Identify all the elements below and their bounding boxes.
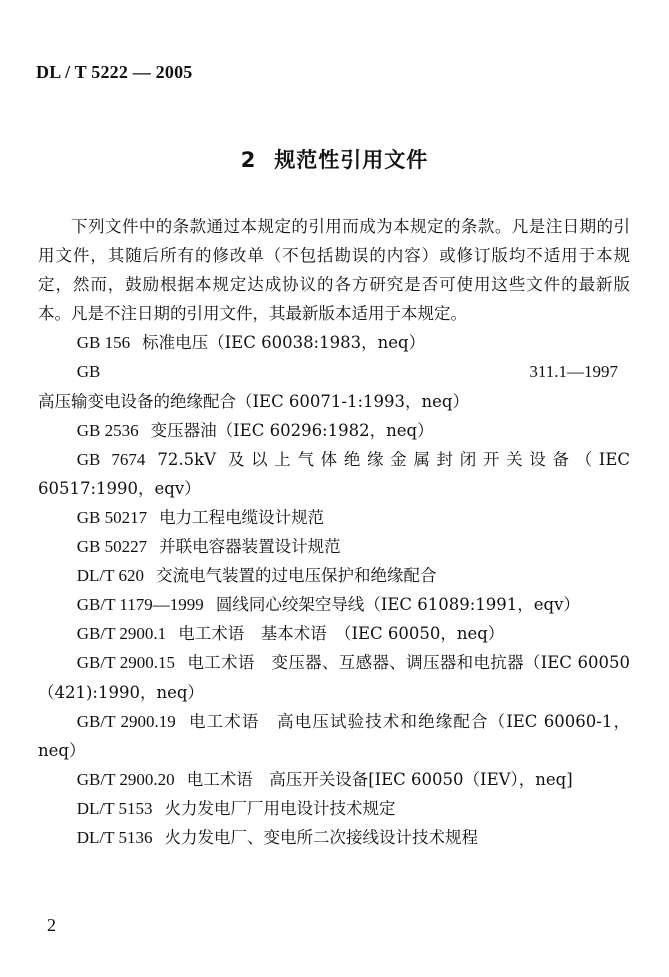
reference-title: 电工术语 高电压试验技术和绝缘配合（IEC 60060-1，neq） [38, 711, 630, 760]
reference-item [38, 765, 630, 794]
reference-code: GB 156 [76, 333, 131, 353]
reference-code: GB/T 2900.20 [76, 769, 175, 789]
reference-title: 电力工程电缆设计规范 [159, 507, 325, 527]
reference-item [38, 445, 630, 503]
section-number: 2 [240, 148, 257, 172]
reference-code: GB 2536 [76, 420, 139, 440]
reference-item [38, 648, 630, 706]
page-number: 2 [47, 915, 56, 935]
reference-item [38, 561, 630, 590]
reference-title: 电工术语 变压器、互感器、调压器和电抗器（IEC 60050（421):1990，neq） [38, 653, 630, 702]
reference-code: GB 7674 [76, 449, 146, 469]
reference-item [38, 823, 630, 852]
standard-code-header: DL / T 5222 — 2005 [36, 62, 193, 82]
document-body [38, 212, 630, 852]
reference-code: GB 50227 [76, 537, 148, 557]
reference-title: 火力发电厂、变电所二次接线设计技术规程 [164, 827, 478, 847]
reference-title: 电工术语 高压开关设备[IEC 60050（IEV），neq] [186, 769, 573, 789]
reference-title: 并联电容器装置设计规范 [159, 537, 341, 557]
reference-item [38, 416, 630, 445]
reference-code: GB 311.1—1997 [76, 362, 618, 382]
reference-title: 火力发电厂厂用电设计技术规定 [164, 798, 396, 818]
reference-code: GB 50217 [76, 507, 148, 527]
reference-title: 电工术语 基本术语 （IEC 60050，neq） [178, 624, 505, 644]
reference-item [38, 357, 630, 415]
reference-title: 圆线同心绞架空导线（IEC 61089:1991，eqv） [215, 595, 580, 615]
reference-code: DL/T 5136 [76, 827, 153, 847]
reference-title: 72.5kV 及以上气体绝缘金属封闭开关设备（IEC 60517:1990，eqv） [38, 449, 630, 498]
reference-item [38, 328, 630, 357]
reference-title: 高压输变电设备的绝缘配合（IEC 60071-1:1993，neq） [38, 391, 469, 411]
reference-item [38, 619, 630, 648]
reference-code: GB/T 2900.19 [76, 711, 176, 731]
reference-title: 变压器油（IEC 60296:1982，neq） [150, 420, 434, 440]
reference-item [38, 532, 630, 561]
reference-item [38, 503, 630, 532]
reference-code: DL/T 620 [76, 566, 144, 586]
section-heading [0, 144, 669, 174]
reference-code: GB/T 2900.1 [76, 624, 167, 644]
reference-code: DL/T 5153 [76, 798, 153, 818]
reference-title: 标准电压（IEC 60038:1983，neq） [142, 333, 426, 353]
intro-paragraph: 下列文件中的条款通过本规定的引用而成为本规定的条款。凡是注日期的引用文件，其随后所有的修改单（不包括勘误的内容）或修订版均不适用于本规定，然而，鼓励根据本规定达成协议的各方研究是否可使用这些文件的最新版本。凡是不注日期的引用文件，其最新版本适用于本规定。 [38, 217, 630, 324]
reference-code: GB/T 2900.15 [76, 653, 176, 673]
section-title: 规范性引用文件 [274, 148, 429, 172]
reference-item [38, 707, 630, 765]
reference-item [38, 590, 630, 619]
reference-item [38, 794, 630, 823]
reference-code: GB/T 1179—1999 [76, 595, 204, 615]
reference-title: 交流电气装置的过电压保护和绝缘配合 [155, 566, 437, 586]
